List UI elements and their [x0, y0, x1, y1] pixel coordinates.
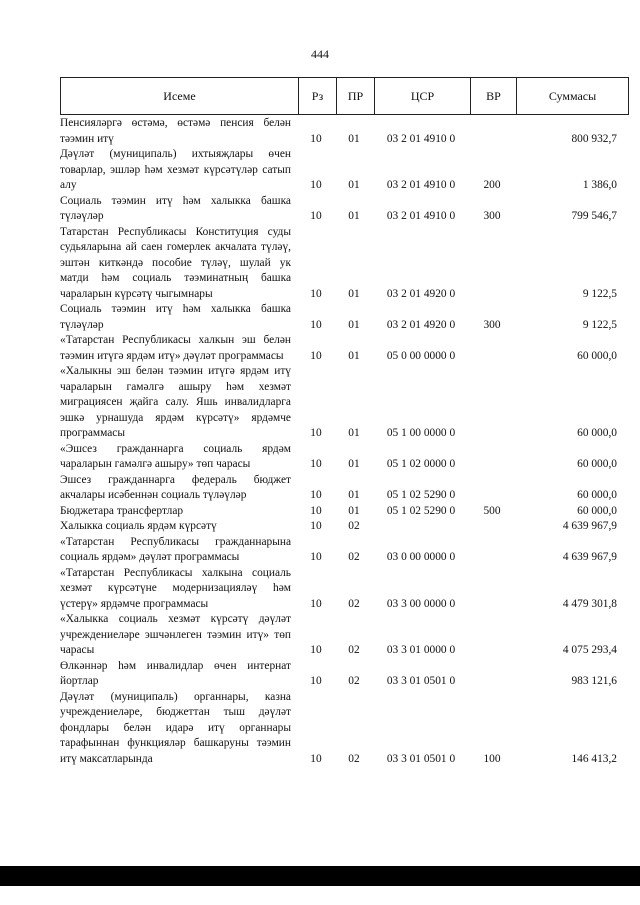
cell-pr: 01 [348, 427, 360, 439]
cell-csr: 03 3 01 0501 0 [386, 675, 456, 687]
table-row [60, 194, 629, 225]
table-row [60, 519, 629, 535]
table-body [60, 116, 629, 767]
cell-pr: 02 [348, 597, 360, 610]
cell-csr: 03 3 01 0000 0 [386, 644, 456, 656]
cell-name: Халыкка социаль ярдәм күрсәтү [60, 520, 217, 532]
table-row [60, 566, 629, 613]
table-row [60, 612, 629, 659]
header-pr: ПР [336, 78, 374, 114]
cell-sum: 60 000,0 [577, 427, 617, 439]
cell-vr: 500 [483, 504, 501, 517]
cell-vr: 100 [483, 752, 501, 765]
cell-csr: 05 1 02 5290 0 [386, 489, 456, 501]
cell-csr: 05 1 00 0000 0 [386, 427, 456, 439]
cell-rz: 10 [310, 318, 322, 331]
cell-sum: 60 000,0 [577, 349, 617, 362]
cell-pr: 02 [348, 551, 360, 563]
cell-rz: 10 [310, 644, 322, 656]
cell-csr: 03 3 00 0000 0 [386, 597, 456, 610]
scan-border [0, 866, 640, 886]
cell-rz: 10 [310, 551, 322, 563]
table-header [60, 77, 629, 115]
table-row [60, 690, 629, 768]
cell-rz: 10 [310, 210, 322, 222]
cell-csr: 03 3 01 0501 0 [386, 752, 456, 765]
cell-sum: 9 122,5 [582, 318, 617, 331]
cell-rz: 10 [310, 520, 322, 532]
cell-name: Өлкәннәр һәм инвалидлар өчен интернат йортлар [60, 659, 291, 687]
table-row [60, 535, 629, 566]
cell-name: Дәүләт (муниципаль) ихтыяҗлары өчен товарлар, эшләр һәм хезмәт күрсәтүләр сатып алу [60, 148, 291, 191]
table-row [60, 147, 629, 194]
cell-pr: 01 [348, 349, 360, 362]
header-sum: Суммасы [516, 78, 628, 114]
cell-sum: 146 413,2 [571, 752, 617, 765]
table-row [60, 116, 629, 147]
header-csr: ЦСР [374, 78, 470, 114]
cell-sum: 60 000,0 [577, 489, 617, 501]
cell-name: «Халыкка социаль хезмәт күрсәтү дәүләт учреждениеләре эшчәнлеген тәэмин итү» төп чарасы [60, 613, 291, 656]
cell-csr: 03 2 01 4910 0 [386, 210, 456, 222]
cell-pr: 01 [348, 489, 360, 501]
cell-rz: 10 [310, 675, 322, 687]
header-rz: Рз [298, 78, 336, 114]
cell-name: «Халыкны эш белән тәэмин итүгә ярдәм итү чараларын гамәлгә ашыру һәм хезмәт миграциясен җайга салу. Яшь инвалидларга эшкә урнашуда ярдәм күрсәтү» ярдәмче программасы [60, 365, 291, 439]
cell-sum: 1 386,0 [582, 179, 617, 191]
cell-sum: 4 639 967,9 [562, 520, 617, 532]
cell-rz: 10 [310, 458, 322, 470]
table-row [60, 333, 629, 364]
cell-sum: 983 121,6 [571, 675, 617, 687]
table-row [60, 473, 629, 504]
cell-csr: 03 2 01 4920 0 [386, 318, 456, 331]
cell-csr: 03 2 01 4910 0 [386, 132, 456, 145]
table-row [60, 364, 629, 442]
header-vr: ВР [470, 78, 516, 114]
cell-sum: 60 000,0 [577, 504, 617, 517]
cell-rz: 10 [310, 597, 322, 610]
cell-csr: 05 0 00 0000 0 [386, 349, 456, 362]
cell-pr: 02 [348, 644, 360, 656]
table-row [60, 225, 629, 303]
cell-pr: 01 [348, 318, 360, 331]
cell-name: Пенсияләргә өстәмә, өстәмә пенсия белән тәэмин итү [60, 117, 291, 145]
table-row [60, 302, 629, 333]
cell-vr: 200 [483, 179, 501, 191]
cell-name: «Татарстан Республикасы гражданнарына социаль ярдәм» дәүләт программасы [60, 535, 291, 563]
cell-csr: 03 2 01 4920 0 [386, 287, 456, 300]
cell-csr: 05 1 02 5290 0 [386, 504, 456, 517]
cell-rz: 10 [310, 489, 322, 501]
cell-pr: 01 [348, 504, 360, 517]
cell-name: Социаль тәэмин итү һәм халыкка башка түләүләр [60, 194, 291, 222]
cell-name: «Татарстан Республикасы халкын эш белән тәэмин итүгә ярдәм итү» дәүләт программасы [60, 334, 291, 362]
cell-name: Социаль тәэмин итү һәм халыкка башка түләүләр [60, 303, 291, 331]
cell-sum: 60 000,0 [577, 458, 617, 470]
cell-rz: 10 [310, 132, 322, 145]
cell-pr: 02 [348, 675, 360, 687]
cell-sum: 4 075 293,4 [562, 644, 617, 656]
cell-rz: 10 [310, 287, 322, 300]
cell-sum: 4 479 301,8 [562, 597, 617, 610]
cell-sum: 799 546,7 [571, 210, 617, 222]
cell-pr: 02 [348, 520, 360, 532]
cell-name: «Эшсез гражданнарга социаль ярдәм чараларын гамәлгә ашыру» төп чарасы [60, 442, 291, 470]
cell-csr: 05 1 02 0000 0 [386, 458, 456, 470]
cell-pr: 01 [348, 287, 360, 300]
table-row [60, 442, 629, 473]
cell-csr: 03 0 00 0000 0 [386, 551, 456, 563]
cell-rz: 10 [310, 752, 322, 765]
cell-csr: 03 2 01 4910 0 [386, 179, 456, 191]
cell-name: Эшсез гражданнарга федераль бюджет акчалары исәбеннән социаль түләүләр [60, 473, 291, 501]
cell-rz: 10 [310, 179, 322, 191]
cell-pr: 01 [348, 210, 360, 222]
cell-pr: 02 [348, 752, 360, 765]
cell-sum: 9 122,5 [582, 287, 617, 300]
table-row [60, 659, 629, 690]
page-number: 444 [311, 47, 329, 61]
header-name: Исеме [163, 88, 196, 103]
cell-vr: 300 [483, 318, 501, 331]
cell-rz: 10 [310, 504, 322, 517]
cell-pr: 01 [348, 132, 360, 145]
table-row [60, 504, 629, 520]
cell-name: Татарстан Республикасы Конституция суды судьяларына ай саен гомерлек акчалата түләү, эштән киткәндә пособие түләү, шулай ук матди һәм социаль тәэминатның башка чараларын күрсәтү чыгымнары [60, 225, 291, 300]
cell-name: «Татарстан Республикасы халкына социаль хезмәт күрсәтүне модернизацияләү һәм үстерү» ярдәмче программасы [60, 566, 291, 610]
cell-sum: 800 932,7 [571, 132, 617, 145]
cell-pr: 01 [348, 179, 360, 191]
cell-name: Дәүләт (муниципаль) органнары, казна учреждениеләре, бюджеттан тыш дәүләт фондлары белән идарә итү органнары тарафыннан функцияләр башкаруны тәэмин итү максатларында [60, 690, 291, 765]
cell-sum: 4 639 967,9 [562, 551, 617, 563]
cell-rz: 10 [310, 427, 322, 439]
cell-vr: 300 [483, 210, 501, 222]
cell-rz: 10 [310, 349, 322, 362]
cell-name: Бюджетара трансфертлар [60, 504, 184, 517]
cell-pr: 01 [348, 458, 360, 470]
